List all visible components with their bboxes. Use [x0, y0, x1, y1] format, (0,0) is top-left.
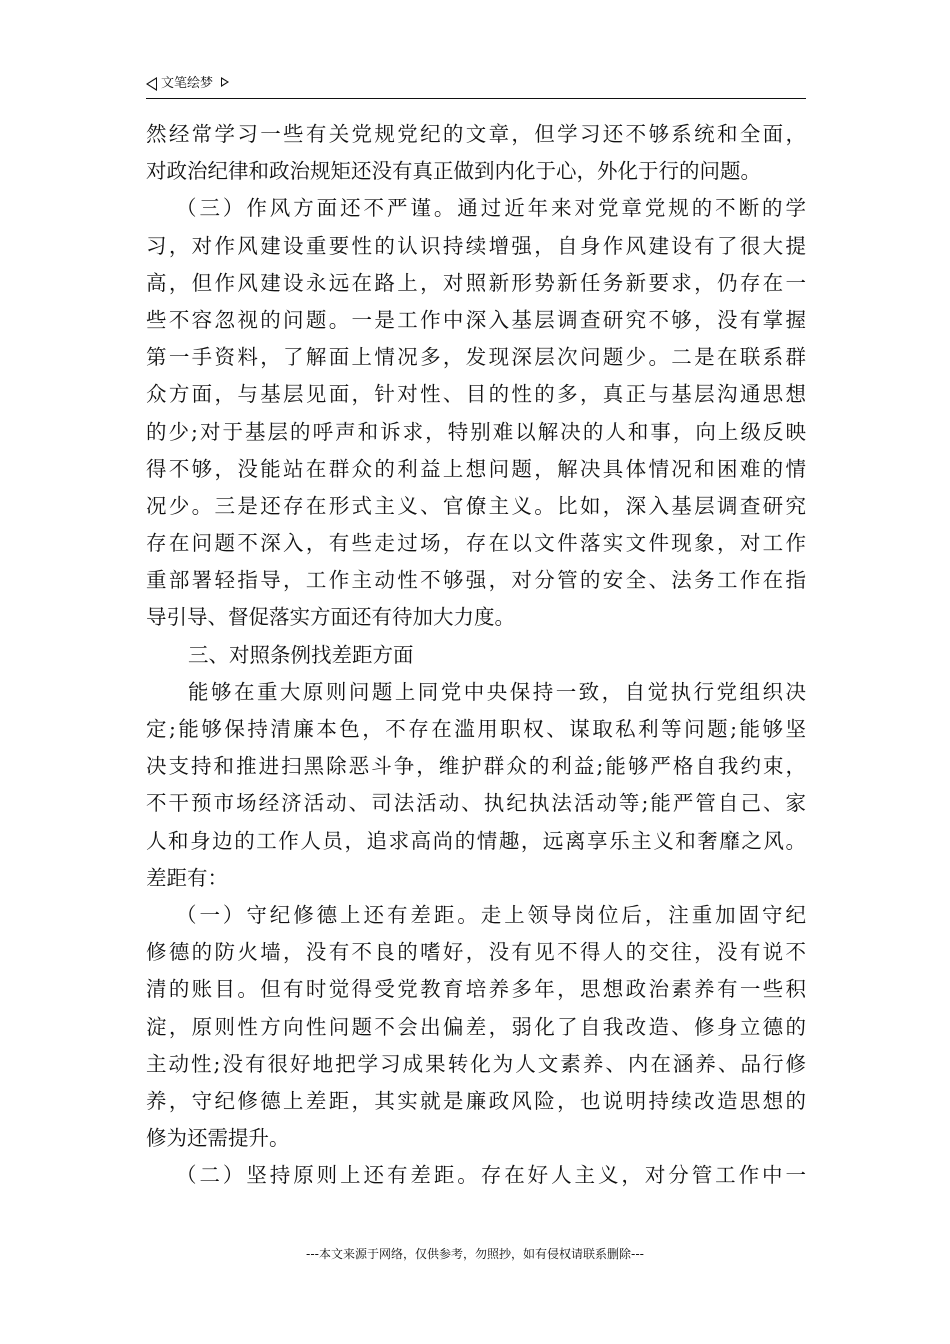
text-line: 的少;对于基层的呼声和诉求，特别难以解决的人和事，向上级反映 — [146, 419, 806, 444]
text-line: 对政治纪律和政治规矩还没有真正做到内化于心，外化于行的问题。 — [146, 159, 761, 184]
text-line: 习，对作风建设重要性的认识持续增强，自身作风建设有了很大提 — [146, 233, 806, 258]
text-line: 养，守纪修德上差距，其实就是廉政风险，也说明持续改造思想的 — [146, 1088, 806, 1113]
brand-text: 文笔绘梦 — [161, 76, 214, 91]
text-line: 清的账目。但有时觉得受党教育培养多年，思想政治素养有一些积 — [146, 977, 806, 1002]
text-line: 众方面，与基层见面，针对性、目的性的多，真正与基层沟通思想 — [146, 382, 806, 407]
text-line: 重部署轻指导，工作主动性不够强，对分管的安全、法务工作在指 — [146, 568, 806, 593]
document-body — [146, 116, 806, 1194]
text-line: 能够在重大原则问题上同党中央保持一致，自觉执行党组织决 — [188, 679, 806, 704]
text-line: 修德的防火墙，没有不良的嗜好，没有见不得人的交往，没有说不 — [146, 940, 806, 965]
text-line: 人和身边的工作人员，追求高尚的情趣，远离享乐主义和奢靡之风。 — [146, 828, 806, 853]
text-line: 些不容忽视的问题。一是工作中深入基层调查研究不够，没有掌握 — [146, 307, 806, 332]
text-line: 第一手资料，了解面上情况多，发现深层次问题少。二是在联系群 — [146, 345, 806, 370]
text-line: 淀，原则性方向性问题不会出偏差，弱化了自我改造、修身立德的 — [146, 1014, 806, 1039]
text-line: 差距有： — [146, 865, 228, 890]
page-header — [146, 74, 806, 98]
text-line: （三）作风方面还不严谨。通过近年来对党章党规的不断的学 — [176, 196, 806, 221]
text-line: 定;能够保持清廉本色，不存在滥用职权、谋取私利等问题;能够坚 — [146, 717, 806, 741]
text-line: （二）坚持原则上还有差距。存在好人主义，对分管工作中一 — [176, 1163, 806, 1188]
text-line: 然经常学习一些有关党规党纪的文章，但学习还不够系统和全面， — [146, 122, 806, 146]
triangle-right-icon — [221, 77, 229, 87]
triangle-left-icon — [146, 77, 157, 91]
text-line: 得不够，没能站在群众的利益上想问题，解决具体情况和困难的情 — [146, 456, 806, 481]
text-line: 导引导、督促落实方面还有待加大力度。 — [146, 605, 515, 630]
text-line: 存在问题不深入，有些走过场，存在以文件落实文件现象，对工作 — [146, 531, 806, 556]
text-line: 决支持和推进扫黑除恶斗争，维护群众的利益;能够严格自我约束， — [146, 754, 806, 779]
text-line: （一）守纪修德上还有差距。走上领导岗位后，注重加固守纪 — [176, 902, 806, 927]
header-divider — [146, 98, 806, 99]
header-brand — [146, 74, 806, 94]
text-line: 高，但作风建设永远在路上，对照新形势新任务新要求，仍存在一 — [146, 270, 806, 295]
text-line: 主动性;没有很好地把学习成果转化为人文素养、内在涵养、品行修 — [146, 1051, 806, 1076]
footer-notice: ---本文来源于网络，仅供参考，勿照抄，如有侵权请联系删除--- — [306, 1247, 644, 1261]
section-heading: 三、对照条例找差距方面 — [188, 642, 414, 667]
text-line: 修为还需提升。 — [146, 1126, 290, 1151]
text-line: 况少。三是还存在形式主义、官僚主义。比如，深入基层调查研究 — [146, 493, 806, 518]
text-line: 不干预市场经济活动、司法活动、执纪执法活动等;能严管自己、家 — [146, 791, 806, 816]
